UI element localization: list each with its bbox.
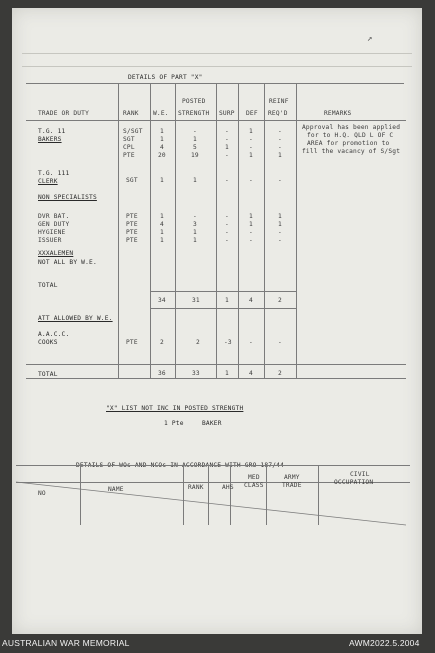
subtotal-we: 34 (158, 297, 166, 304)
non-row-reinf: 1 (278, 221, 282, 228)
bakers-row-posted: 5 (193, 144, 197, 151)
tg11-label: T.G. 11 (38, 128, 66, 135)
non-row-reinf: - (278, 229, 282, 236)
cooks-we: 2 (160, 339, 164, 346)
header-surp: SURP (219, 110, 235, 117)
footer-right: AWM2022.5.2004 (349, 638, 420, 648)
subtotal-surp: 1 (225, 297, 229, 304)
total-surp: 1 (225, 370, 229, 377)
non-row-we: 1 (160, 237, 164, 244)
clerk-posted: 1 (193, 177, 197, 184)
header-remarks: REMARKS (324, 110, 352, 117)
non-row-posted: 1 (193, 237, 197, 244)
header-posted: POSTED (182, 98, 206, 105)
cooks-rank: PTE (126, 339, 138, 346)
subtotal-label: TOTAL (38, 282, 58, 289)
bakers-row-def: - (249, 144, 253, 151)
non-row-rank: PTE (126, 237, 138, 244)
clerk-label: CLERK (38, 178, 58, 185)
nco-title: DETAILS OF WOs AND NCOs IN ACCORDANCE WITH GRO 187/44 (76, 462, 285, 469)
bakers-row-posted: 19 (191, 152, 199, 159)
nco-diagonal-rule (12, 8, 422, 634)
document-page (12, 8, 422, 634)
non-specialists-label: NON SPECIALISTS (38, 194, 97, 201)
bakers-row-rank: CPL (123, 144, 135, 151)
bakers-label: BAKERS (38, 136, 62, 143)
bakers-row-reinf: 1 (278, 152, 282, 159)
bakers-row-reinf: - (278, 136, 282, 143)
total-label: TOTAL (38, 371, 58, 378)
nco-header-name: NAME (108, 486, 124, 493)
bakers-row-posted: - (193, 128, 197, 135)
cooks-label: COOKS (38, 339, 58, 346)
bakers-row-we: 4 (160, 144, 164, 151)
cooks-def: - (249, 339, 253, 346)
x-list-trade: BAKER (202, 420, 222, 427)
bakers-row-posted: 1 (193, 136, 197, 143)
bakers-row-rank: PTE (123, 152, 135, 159)
nco-header-med: MED (248, 474, 260, 481)
bakers-row-surp: 1 (225, 144, 229, 151)
non-row-surp: - (225, 221, 229, 228)
bakers-row-reinf: - (278, 144, 282, 151)
non-row-we: 1 (160, 229, 164, 236)
header-strength: STRENGTH (178, 110, 210, 117)
subtotal-posted: 31 (192, 297, 200, 304)
nco-header-trade: TRADE (282, 482, 302, 489)
non-row-surp: - (225, 237, 229, 244)
bakers-row-def: - (249, 136, 253, 143)
tg111-label: T.G. 111 (38, 170, 70, 177)
header-def: DEF (246, 110, 258, 117)
non-row-surp: - (225, 229, 229, 236)
non-row-posted: 1 (193, 229, 197, 236)
bakers-row-rank: S/SGT (123, 128, 143, 135)
non-row-def: - (249, 237, 253, 244)
non-row-we: 4 (160, 221, 164, 228)
nco-header-class: CLASS (244, 482, 264, 489)
non-row-rank: PTE (126, 213, 138, 220)
bakers-row-we: 1 (160, 128, 164, 135)
bakers-row-rank: SGT (123, 136, 135, 143)
remarks-line: fill the vacancy of S/Sgt (302, 148, 401, 155)
xxxalemen-label: XXXALEMEN (38, 250, 74, 257)
bakers-row-we: 20 (158, 152, 166, 159)
non-row-posted: 3 (193, 221, 197, 228)
remarks-line: Approval has been applied (302, 124, 401, 131)
non-row-reinf: - (278, 237, 282, 244)
non-row-trade: HYGIENE (38, 229, 66, 236)
clerk-reinf: - (278, 177, 282, 184)
nco-header-rank: RANK (188, 484, 204, 491)
nco-header-army: ARMY (284, 474, 300, 481)
x-list-title: "X" LIST NOT INC IN POSTED STRENGTH (106, 405, 244, 412)
header-reqd: REQ'D (268, 110, 288, 117)
bakers-row-we: 1 (160, 136, 164, 143)
total-reinf: 2 (278, 370, 282, 377)
total-we: 36 (158, 370, 166, 377)
non-row-rank: PTE (126, 221, 138, 228)
x-list-count: 1 Pte (164, 420, 184, 427)
header-trade: TRADE OR DUTY (38, 110, 90, 117)
clerk-we: 1 (160, 177, 164, 184)
cooks-surp: -3 (224, 339, 232, 346)
non-row-def: - (249, 229, 253, 236)
non-row-surp: - (225, 213, 229, 220)
remarks-line: AREA for promotion to (307, 140, 390, 147)
non-row-def: 1 (249, 213, 253, 220)
header-rank: RANK (123, 110, 139, 117)
non-row-def: 1 (249, 221, 253, 228)
bakers-row-reinf: - (278, 128, 282, 135)
clerk-def: - (249, 177, 253, 184)
cooks-posted: 2 (196, 339, 200, 346)
bakers-row-def: 1 (249, 128, 253, 135)
non-row-trade: ISSUER (38, 237, 62, 244)
not-all-label: NOT ALL BY W.E. (38, 259, 97, 266)
non-row-posted: - (193, 213, 197, 220)
clerk-rank: SGT (126, 177, 138, 184)
nco-header-occupation: OCCUPATION (334, 479, 374, 486)
footer-left: AUSTRALIAN WAR MEMORIAL (2, 638, 130, 648)
bakers-row-surp: - (225, 128, 229, 135)
non-row-rank: PTE (126, 229, 138, 236)
part-x-title: DETAILS OF PART "X" (128, 74, 203, 81)
nco-header-no: NO (38, 490, 46, 497)
non-row-trade: GEN DUTY (38, 221, 70, 228)
nco-header-ahs: AHS (222, 484, 234, 491)
bakers-row-surp: - (225, 152, 229, 159)
subtotal-reinf: 2 (278, 297, 282, 304)
header-we: W.E. (153, 110, 169, 117)
non-row-reinf: 1 (278, 213, 282, 220)
nco-header-civil: CIVIL (350, 471, 370, 478)
total-def: 4 (249, 370, 253, 377)
bakers-row-def: 1 (249, 152, 253, 159)
header-reinf: REINF (269, 98, 289, 105)
non-row-trade: DVR BAT. (38, 213, 70, 220)
clerk-surp: - (225, 177, 229, 184)
subtotal-def: 4 (249, 297, 253, 304)
cooks-reinf: - (278, 339, 282, 346)
total-posted: 33 (192, 370, 200, 377)
remarks-line: for to H.Q. QLD L OF C (307, 132, 394, 139)
pencil-mark-icon: ↗ (367, 34, 373, 44)
non-row-we: 1 (160, 213, 164, 220)
att-allowed-label: ATT ALLOWED BY W.E. (38, 315, 113, 322)
bakers-row-surp: - (225, 136, 229, 143)
aacc-label: A.A.C.C. (38, 331, 70, 338)
